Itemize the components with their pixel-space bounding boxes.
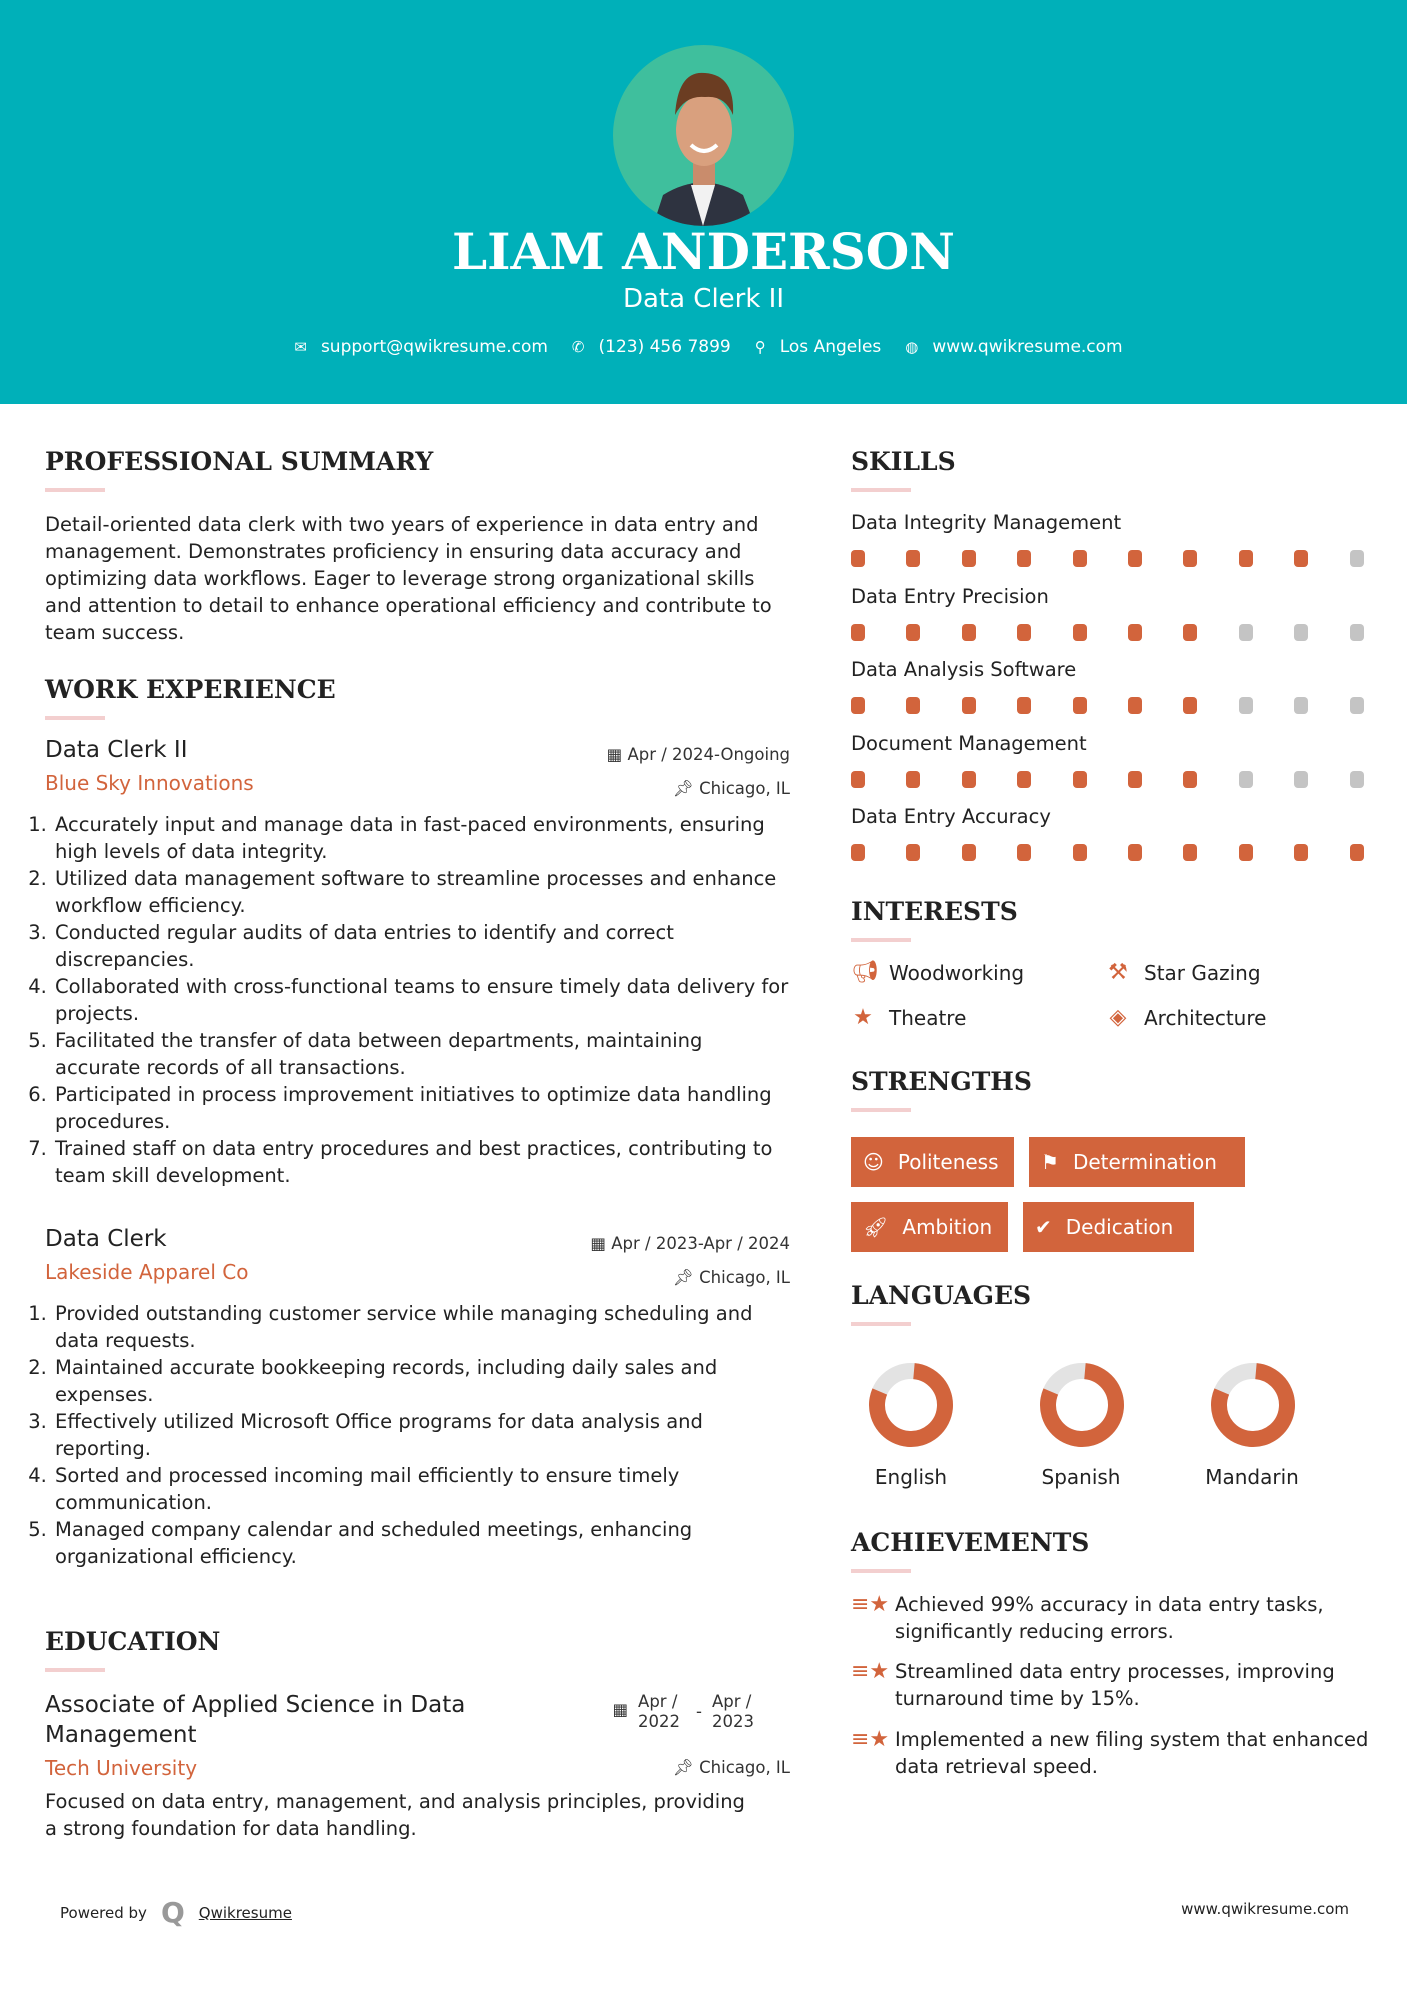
skill-rating: [851, 697, 1371, 714]
skill-dot-filled: [906, 697, 920, 714]
interest-item: [851, 1005, 966, 1030]
skill-dot-filled: [1017, 844, 1031, 861]
skill-dot-filled: [1073, 844, 1087, 861]
strength-label: Dedication: [1065, 1215, 1174, 1239]
education-heading: EDUCATION: [45, 1627, 221, 1656]
language-donut: [1037, 1360, 1127, 1450]
job-title: Data Clerk II: [45, 737, 188, 763]
education-location: [673, 1758, 790, 1778]
calendar-icon: ▦: [590, 1234, 612, 1253]
shooting-star-icon: ≡★: [851, 1592, 890, 1617]
languages-heading: LANGUAGES: [851, 1281, 1032, 1310]
check-circle-icon: ✔: [1035, 1215, 1052, 1239]
summary-text: Detail-oriented data clerk with two years of experience in data entry and management. Demonstrates proficiency in ensuring data accuracy and optimizing data workflows. Eager to leverage strong organizational skills and attention to detail to enhance operational efficiency and contribute to team success.: [45, 513, 772, 644]
ticket-icon: ◈: [1109, 1005, 1127, 1030]
interest-item: [1106, 1005, 1266, 1030]
school-name: Tech University: [45, 1756, 198, 1780]
skill-dot-filled: [1183, 624, 1197, 641]
job-company: Blue Sky Innovations: [45, 771, 254, 795]
left-column: [45, 0, 790, 1990]
skill-rating: [851, 550, 1371, 567]
heading-underline: [45, 488, 105, 492]
shooting-star-icon: ≡★: [851, 1727, 890, 1752]
strength-badge: [851, 1202, 1008, 1252]
job-dates-text: Apr / 2023-Apr / 2024: [611, 1234, 790, 1253]
skill-dot-empty: [1294, 624, 1308, 641]
interest-label: Woodworking: [889, 960, 1025, 985]
job-bullet: 5. Managed company calendar and scheduled meetings, enhancing organizational efficiency.: [53, 1516, 790, 1570]
strength-label: Determination: [1072, 1150, 1217, 1174]
skill-dot-filled: [1073, 697, 1087, 714]
job-bullet: 4. Collaborated with cross-functional teams to ensure timely data delivery for projects.: [53, 973, 790, 1027]
powered-by-label: Powered by: [60, 1903, 147, 1922]
skill-name: Data Integrity Management: [851, 511, 1122, 534]
language-donut: [1208, 1360, 1298, 1450]
gavel-icon: ⚒: [1108, 960, 1128, 985]
phone-icon: ✆: [571, 338, 585, 356]
skill-rating: [851, 844, 1371, 861]
language-label: Spanish: [1041, 1465, 1121, 1489]
shooting-star-icon: ≡★: [851, 1659, 890, 1684]
skill-dot-filled: [1017, 550, 1031, 567]
skill-dot-empty: [1294, 771, 1308, 788]
skill-dot-empty: [1294, 697, 1308, 714]
skill-name: Data Entry Precision: [851, 584, 1049, 608]
contact-location: Los Angeles: [779, 337, 882, 357]
skill-dot-filled: [1294, 550, 1308, 567]
job-location: [673, 779, 790, 799]
achievement-text: Achieved 99% accuracy in data entry tasks, significantly reducing errors.: [895, 1593, 1324, 1643]
achievement-item: [851, 1591, 1371, 1645]
skill-name: Document Management: [851, 731, 1087, 755]
megaphone-icon: 📢︎: [851, 960, 879, 985]
skill-dot-filled: [851, 771, 865, 788]
rocket-icon: 🚀︎: [863, 1215, 889, 1239]
contact-website[interactable]: www.qwikresume.com: [932, 337, 1123, 357]
calendar-icon: ▦: [606, 745, 628, 764]
contact-email[interactable]: support@qwikresume.com: [320, 337, 548, 357]
skill-dot-filled: [906, 550, 920, 567]
job-bullet: 5. Facilitated the transfer of data between departments, maintaining accurate records of all transactions.: [53, 1027, 790, 1081]
smile-icon: ☺: [863, 1150, 884, 1174]
education-dates: ▦ Apr / 2022 - Apr / 2023: [612, 1692, 760, 1732]
skills-heading: SKILLS: [851, 447, 956, 476]
education-start: Apr / 2022: [638, 1692, 681, 1731]
skill-dot-filled: [1073, 624, 1087, 641]
job-bullet: 6. Participated in process improvement initiatives to optimize data handling procedures.: [53, 1081, 790, 1135]
job-location-text: Chicago, IL: [699, 779, 790, 798]
skill-dot-filled: [962, 624, 976, 641]
brand-link[interactable]: Qwikresume: [198, 1903, 292, 1922]
achievement-item: [851, 1726, 1371, 1780]
globe-icon: ◍: [905, 338, 919, 356]
heading-underline: [851, 1569, 911, 1573]
interests-heading: INTERESTS: [851, 897, 1018, 926]
education-entry: [45, 1690, 790, 1842]
skill-dot-empty: [1350, 550, 1364, 567]
job-bullet: 4. Sorted and processed incoming mail efficiently to ensure timely communication.: [53, 1462, 790, 1516]
skill-dot-filled: [1183, 771, 1197, 788]
job-location-text: Chicago, IL: [699, 1268, 790, 1287]
heading-underline: [851, 938, 911, 942]
skill-dot-empty: [1239, 697, 1253, 714]
skill-dot-filled: [1183, 697, 1197, 714]
skill-dot-empty: [1350, 624, 1364, 641]
skill-name: Data Analysis Software: [851, 658, 1077, 681]
language-donut: [866, 1360, 956, 1450]
job-bullet: 2. Utilized data management software to streamline processes and enhance workflow efficiency.: [53, 865, 790, 919]
skill-dot-filled: [1350, 844, 1364, 861]
achievements-heading: ACHIEVEMENTS: [851, 1528, 1090, 1557]
strength-badge: [1029, 1137, 1245, 1187]
strength-label: Politeness: [897, 1150, 999, 1174]
skill-dot-filled: [851, 624, 865, 641]
job-bullet: 2. Maintained accurate bookkeeping records, including daily sales and expenses.: [53, 1354, 790, 1408]
job-bullet: 1. Accurately input and manage data in fast-paced environments, ensuring high levels of data integrity.: [53, 811, 790, 865]
skill-dot-empty: [1350, 771, 1364, 788]
skill-rating: [851, 771, 1371, 788]
skill-dot-filled: [962, 697, 976, 714]
strengths-heading: STRENGTHS: [851, 1067, 1032, 1096]
skill-dot-filled: [851, 844, 865, 861]
heading-underline: [45, 716, 105, 720]
skill-dot-filled: [1128, 844, 1142, 861]
pushpin-icon: 📌︎: [672, 1268, 700, 1287]
skill-dot-filled: [962, 844, 976, 861]
interest-label: Star Gazing: [1144, 960, 1261, 985]
job-entry: [45, 1226, 790, 1570]
interest-item: [1106, 960, 1261, 985]
map-marker-icon: ⚲: [754, 338, 766, 356]
envelope-icon: ✉: [294, 338, 307, 356]
language-label: English: [874, 1465, 948, 1489]
skill-dot-filled: [1128, 771, 1142, 788]
job-title: Data Clerk: [45, 1226, 167, 1252]
job-entry: [45, 737, 790, 1189]
job-bullets: [35, 811, 790, 1189]
candidate-title: Data Clerk II: [622, 284, 785, 314]
heading-underline: [851, 1108, 911, 1112]
contact-phone[interactable]: (123) 456 7899: [598, 337, 731, 357]
job-bullet: 1. Provided outstanding customer service while managing scheduling and data requests.: [53, 1300, 790, 1354]
language-label: Mandarin: [1205, 1465, 1299, 1489]
skill-dot-filled: [1073, 771, 1087, 788]
skill-dot-filled: [851, 697, 865, 714]
achievement-item: [851, 1658, 1371, 1712]
skill-dot-empty: [1350, 697, 1364, 714]
skill-dot-filled: [1183, 550, 1197, 567]
degree-title: Associate of Applied Science in Data Management: [45, 1692, 466, 1748]
qwikresume-logo-icon: Q: [160, 1896, 185, 1929]
skill-dot-filled: [1183, 844, 1197, 861]
skill-rating: [851, 624, 1371, 641]
footer-powered: [60, 1896, 292, 1929]
interest-item: [851, 960, 1024, 985]
heading-underline: [851, 1322, 911, 1326]
achievement-text: Streamlined data entry processes, improving turnaround time by 15%.: [895, 1660, 1335, 1710]
candidate-name: LIAM ANDERSON: [452, 222, 955, 281]
strength-badge: [851, 1137, 1014, 1187]
work-heading: WORK EXPERIENCE: [45, 675, 336, 704]
calendar-icon: ▦: [612, 1700, 629, 1719]
skill-dot-filled: [906, 624, 920, 641]
skill-dot-filled: [1017, 697, 1031, 714]
strength-label: Ambition: [902, 1215, 993, 1239]
right-column: [851, 0, 1371, 1990]
skill-dot-filled: [1128, 624, 1142, 641]
skill-dot-filled: [1239, 844, 1253, 861]
star-icon: ★: [853, 1005, 873, 1030]
skill-dot-filled: [1017, 771, 1031, 788]
skill-dot-filled: [1239, 550, 1253, 567]
summary-heading: PROFESSIONAL SUMMARY: [45, 447, 434, 476]
skill-name: Data Entry Accuracy: [851, 805, 1051, 828]
flag-icon: ⚑: [1041, 1150, 1059, 1174]
skill-dot-filled: [962, 771, 976, 788]
education-end: Apr / 2023: [712, 1692, 754, 1731]
skill-dot-filled: [1017, 624, 1031, 641]
pushpin-icon: 📌︎: [672, 779, 700, 798]
skill-dot-filled: [906, 844, 920, 861]
job-company: Lakeside Apparel Co: [45, 1260, 249, 1284]
education-location-text: Chicago, IL: [699, 1758, 790, 1777]
job-bullets: [35, 1300, 790, 1570]
job-dates: [607, 745, 790, 764]
job-location: [673, 1268, 790, 1288]
pushpin-icon: 📌︎: [672, 1758, 700, 1777]
skill-dot-filled: [1128, 697, 1142, 714]
skill-dot-filled: [1128, 550, 1142, 567]
heading-underline: [851, 488, 911, 492]
skill-dot-filled: [906, 771, 920, 788]
skill-dot-empty: [1239, 624, 1253, 641]
interest-label: Architecture: [1144, 1005, 1267, 1030]
job-bullet: 3. Effectively utilized Microsoft Office programs for data analysis and reporting.: [53, 1408, 790, 1462]
education-description: Focused on data entry, management, and analysis principles, providing a strong foundation for data handling.: [45, 1790, 745, 1840]
job-bullet: 3. Conducted regular audits of data entries to identify and correct discrepancies.: [53, 919, 790, 973]
strength-badge: [1023, 1202, 1194, 1252]
job-dates-text: Apr / 2024-Ongoing: [627, 745, 790, 764]
skill-dot-filled: [962, 550, 976, 567]
footer-website[interactable]: www.qwikresume.com: [1181, 1900, 1349, 1918]
job-bullet: 7. Trained staff on data entry procedures and best practices, contributing to team skill development.: [53, 1135, 790, 1189]
skill-dot-filled: [851, 550, 865, 567]
skill-dot-filled: [1294, 844, 1308, 861]
interest-label: Theatre: [889, 1005, 967, 1030]
heading-underline: [45, 1668, 105, 1672]
job-dates: [590, 1234, 790, 1253]
skill-dot-filled: [1073, 550, 1087, 567]
achievement-text: Implemented a new filing system that enhanced data retrieval speed.: [895, 1728, 1369, 1778]
skill-dot-empty: [1239, 771, 1253, 788]
